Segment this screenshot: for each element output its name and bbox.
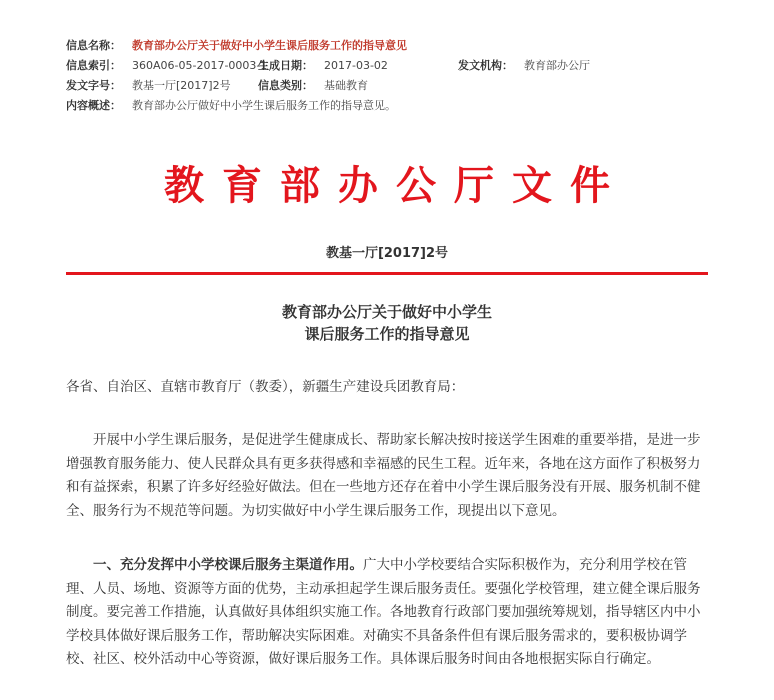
paragraph-2-body: 广大中小学校要结合实际积极作为，充分利用学校在管理、人员、场地、资源等方面的优势，主动承担起学生课后服务责任。要强化学校管理，建立健全课后服务制度。要完善工作措施，认真做好具体组织实施工作。各地教育行政部门要加强统筹规划，指导辖区内中小学校具体做好课后服务工作，帮助解决实际困难。对确实不具备条件但有课后服务需求的，要积极协调学校、社区、校外活动中心等资源，做好课后服务工作。具体课后服务时间由各地根据实际自行确定。 — [66, 557, 701, 667]
meta-docno-value: 教基一厅[2017]2号 — [132, 79, 231, 92]
meta-summary-label: 内容概述： — [66, 99, 121, 112]
red-divider-line — [66, 272, 708, 275]
meta-date-value: 2017-03-02 — [324, 59, 388, 72]
meta-title-value: 教育部办公厅关于做好中小学生课后服务工作的指导意见 — [132, 39, 407, 52]
paragraph-2 — [66, 554, 712, 672]
meta-title-label: 信息名称： — [66, 39, 121, 52]
meta-row-title — [66, 36, 726, 56]
meta-row-docno — [66, 76, 726, 96]
metadata-panel — [66, 36, 726, 116]
paragraph-2-lead: 一、充分发挥中小学校课后服务主渠道作用。 — [93, 557, 363, 573]
meta-date-label: 生成日期： — [258, 59, 313, 72]
paragraph-1: 开展中小学生课后服务，是促进学生健康成长、帮助家长解决按时接送学生困难的重要举措，是进一步增强教育服务能力、使人民群众具有更多获得感和幸福感的民生工程。近年来，各地在这方面作了积极努力和有益探索，积累了许多好经验好做法。但在一些地方还存在着中小学生课后服务没有开展、服务机制不健全、服务行为不规范等问题。为切实做好中小学生课后服务工作，现提出以下意见。 — [66, 432, 701, 519]
meta-category-label: 信息类别： — [258, 79, 313, 92]
salutation: 各省、自治区、直辖市教育厅（教委），新疆生产建设兵团教育局： — [66, 379, 465, 395]
document-heading-line-2: 课后服务工作的指导意见 — [304, 325, 470, 343]
meta-issuer-label: 发文机构： — [458, 59, 513, 72]
document-number: 教基一厅[2017]2号 — [325, 246, 449, 261]
meta-row-index — [66, 56, 726, 76]
meta-index-value: 360A06-05-2017-0003-1 — [132, 59, 268, 72]
meta-issuer-value: 教育部办公厅 — [524, 59, 590, 72]
meta-row-summary — [66, 96, 726, 116]
meta-docno-label: 发文字号： — [66, 79, 121, 92]
document-header-title: 教育部办公厅文件 — [164, 162, 628, 209]
meta-summary-value: 教育部办公厅做好中小学生课后服务工作的指导意见。 — [132, 99, 396, 112]
meta-index-label: 信息索引： — [66, 59, 121, 72]
document-heading-line-1: 教育部办公厅关于做好中小学生 — [281, 303, 492, 321]
meta-category-value: 基础教育 — [324, 79, 368, 92]
